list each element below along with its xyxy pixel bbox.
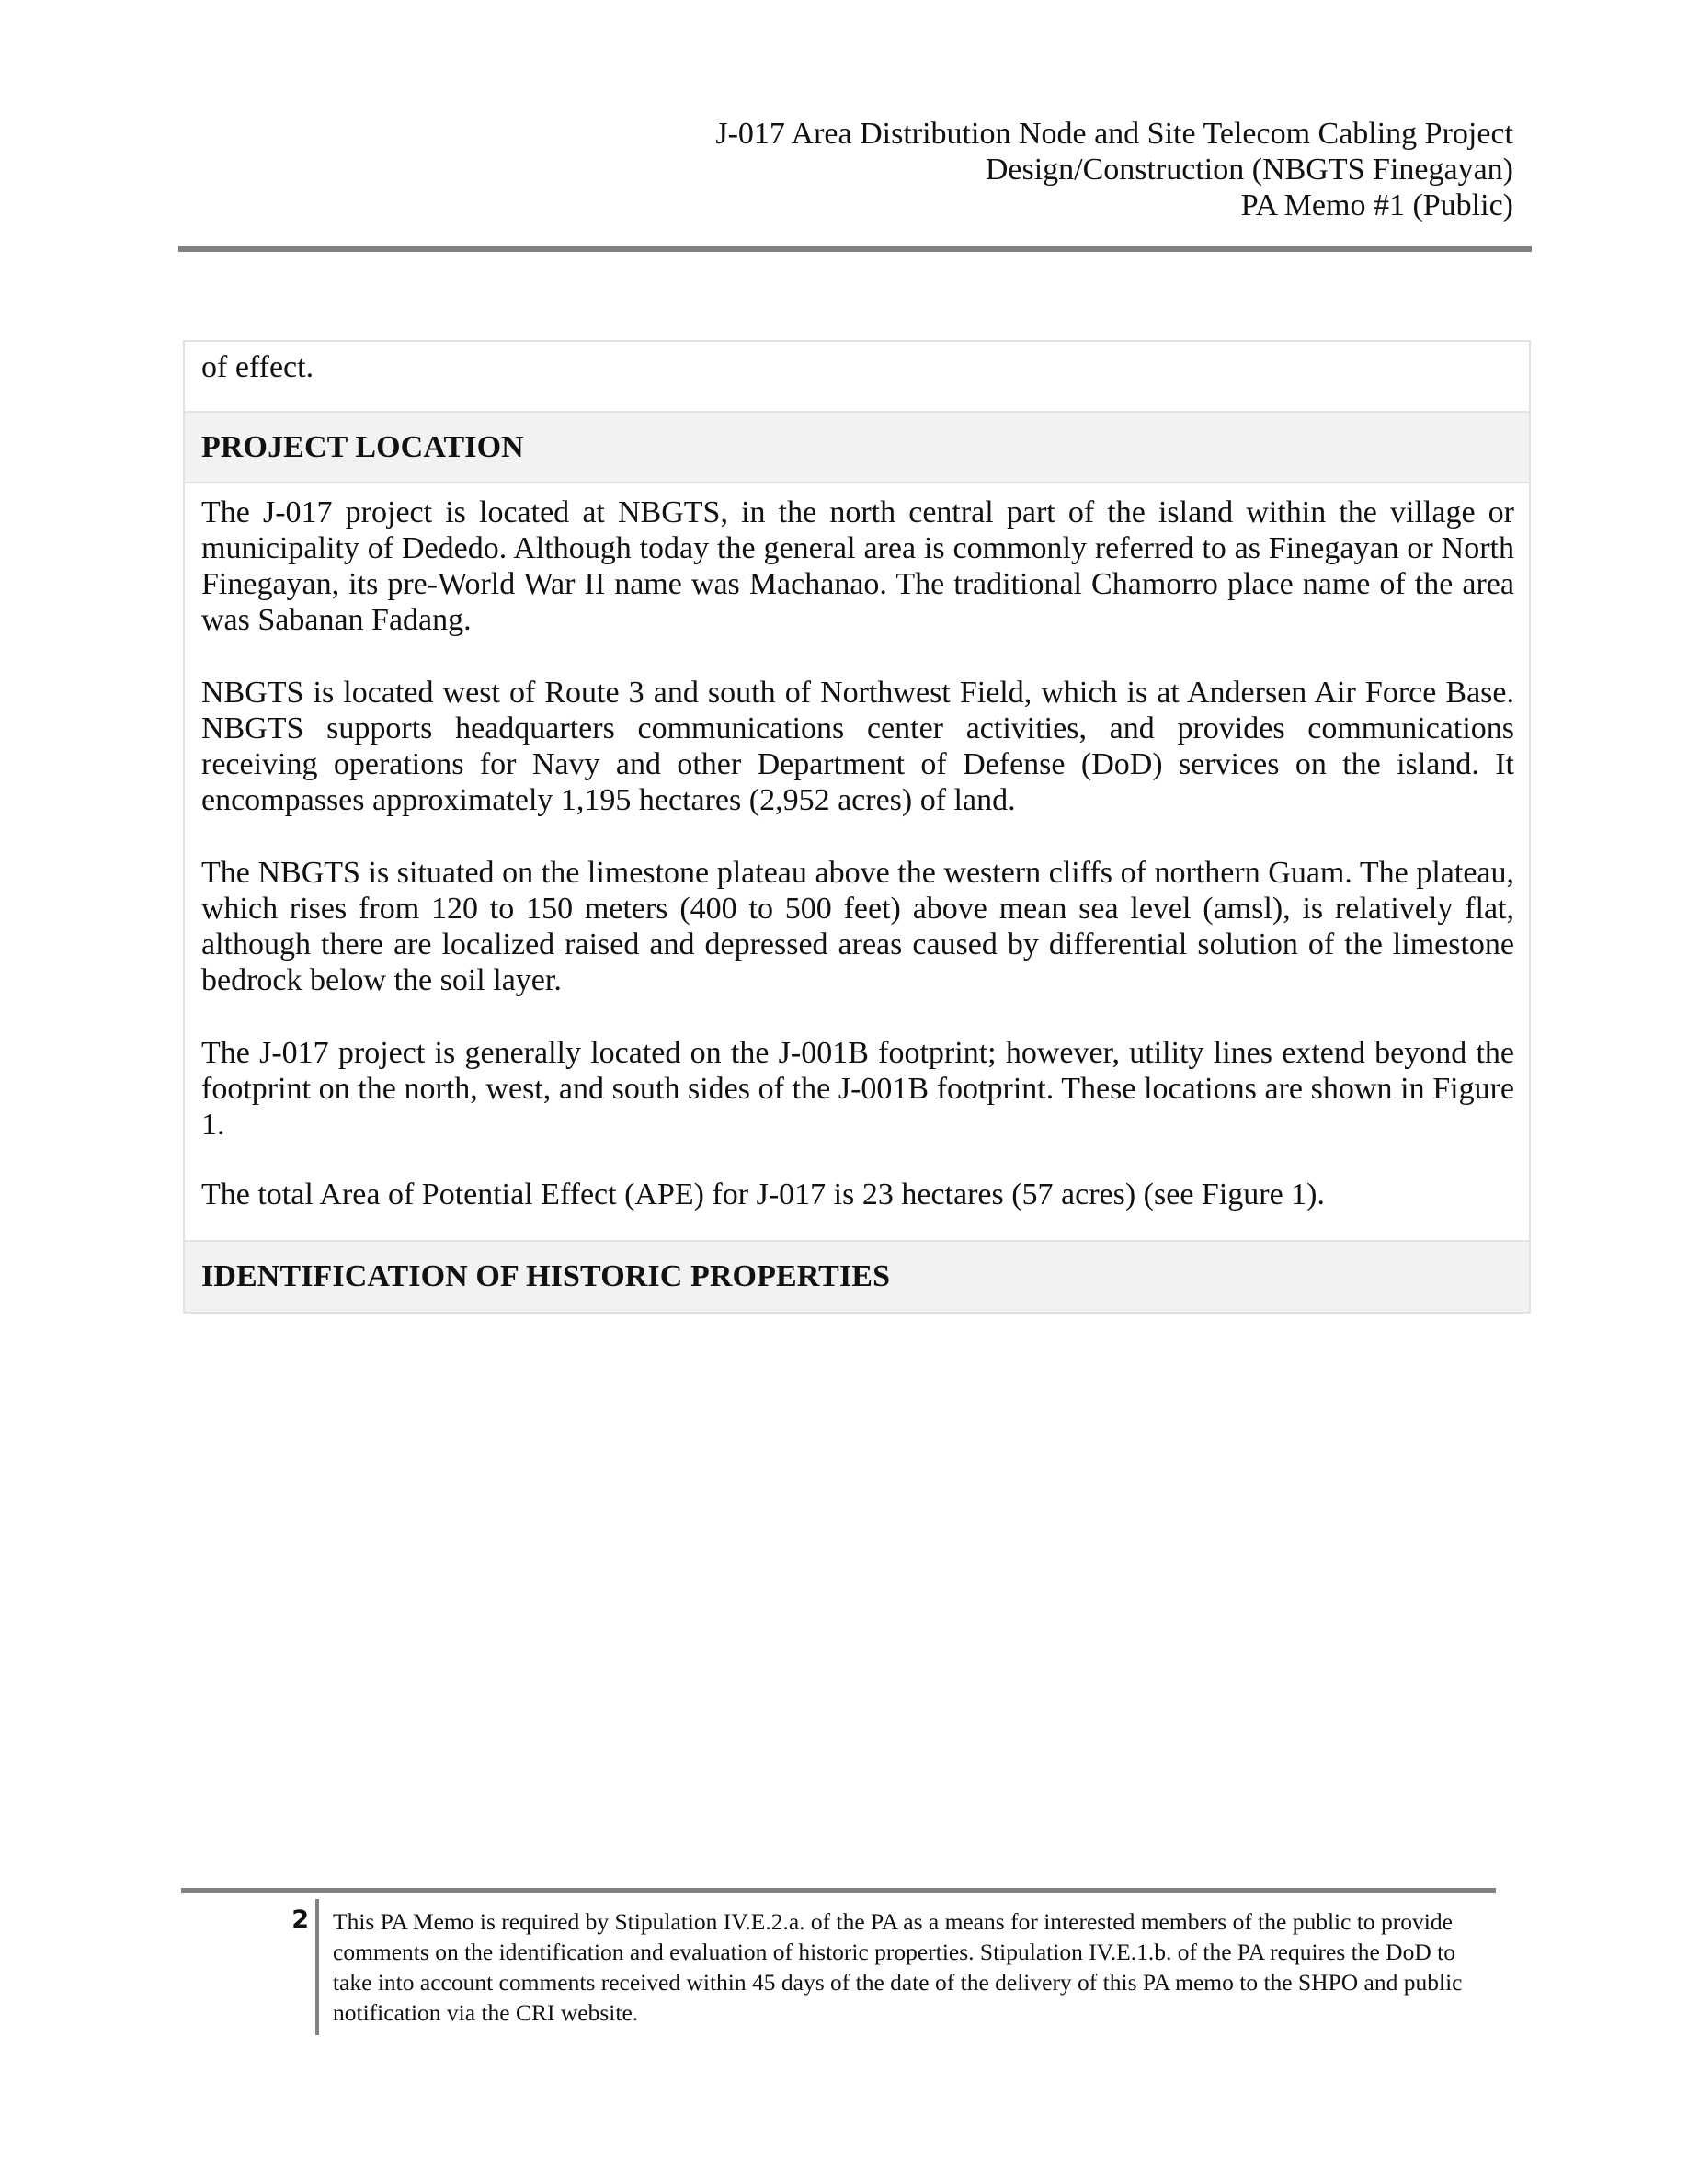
header-memo-label: PA Memo #1 (Public) — [1240, 188, 1513, 222]
header-divider — [178, 246, 1532, 252]
paragraph: The J-017 project is generally located on the J-001B footprint; however, utility lines extend beyond the footprint on the north, west, and south sides of the J-001B footprint. These locations are shown in Figure 1. — [201, 1036, 1514, 1142]
paragraph: NBGTS is located west of Route 3 and south of Northwest Field, which is at Andersen Air Force Base. NBGTS supports headquarters communications center activities, and provides communications receiving operations for Navy and other Department of Defense (DoD) services on the island. It encompasses approximately 1,195 hectares (2,952 acres) of land. — [201, 676, 1514, 817]
memo-content-table — [183, 340, 1531, 1314]
footer-vertical-divider — [315, 1899, 319, 2035]
footer-divider — [181, 1888, 1496, 1893]
document-header — [502, 116, 1513, 223]
continuation-cell — [185, 342, 1529, 413]
header-project-subtitle: Design/Construction (NBGTS Finegayan) — [985, 153, 1513, 187]
project-location-cell — [185, 483, 1529, 1242]
header-project-title: J-017 Area Distribution Node and Site Telecom Cabling Project — [715, 117, 1513, 151]
section-heading-project-location — [185, 413, 1529, 483]
page-number: 2 — [291, 1905, 309, 1934]
paragraph: The NBGTS is situated on the limestone plateau above the western cliffs of northern Guam. The plateau, which rises from 120 to 150 meters (400 to 500 feet) above mean sea level (amsl), is relatively flat, although there are localized raised and depressed areas caused by differential solution of the limestone bedrock below the soil layer. — [201, 856, 1514, 997]
section-heading-identification — [185, 1242, 1529, 1312]
footer-note: This PA Memo is required by Stipulation IV.E.2.a. of the PA as a means for interested members of the public to provide comments on the identification and evaluation of historic properties. Stipulation IV.E.1.b. of the PA requires the DoD to take into account comments received within 45 days of the date of the delivery of this PA memo to the SHPO and public notification via the CRI website. — [333, 1908, 1463, 2026]
section-heading-text: PROJECT LOCATION — [201, 429, 524, 464]
section-heading-text: IDENTIFICATION OF HISTORIC PROPERTIES — [201, 1259, 891, 1293]
continuation-text: of effect. — [201, 350, 314, 384]
paragraph: The total Area of Potential Effect (APE) for J-017 is 23 hectares (57 acres) (see Figure 1). — [201, 1177, 1326, 1211]
paragraph: The J-017 project is located at NBGTS, in the north central part of the island within the village or municipality of Dededo. Although today the general area is commonly referred to as Finegayan or North Finegayan, its pre-World War II name was Machanao. The traditional Chamorro place name of the area was Sabanan Fadang. — [201, 495, 1514, 637]
